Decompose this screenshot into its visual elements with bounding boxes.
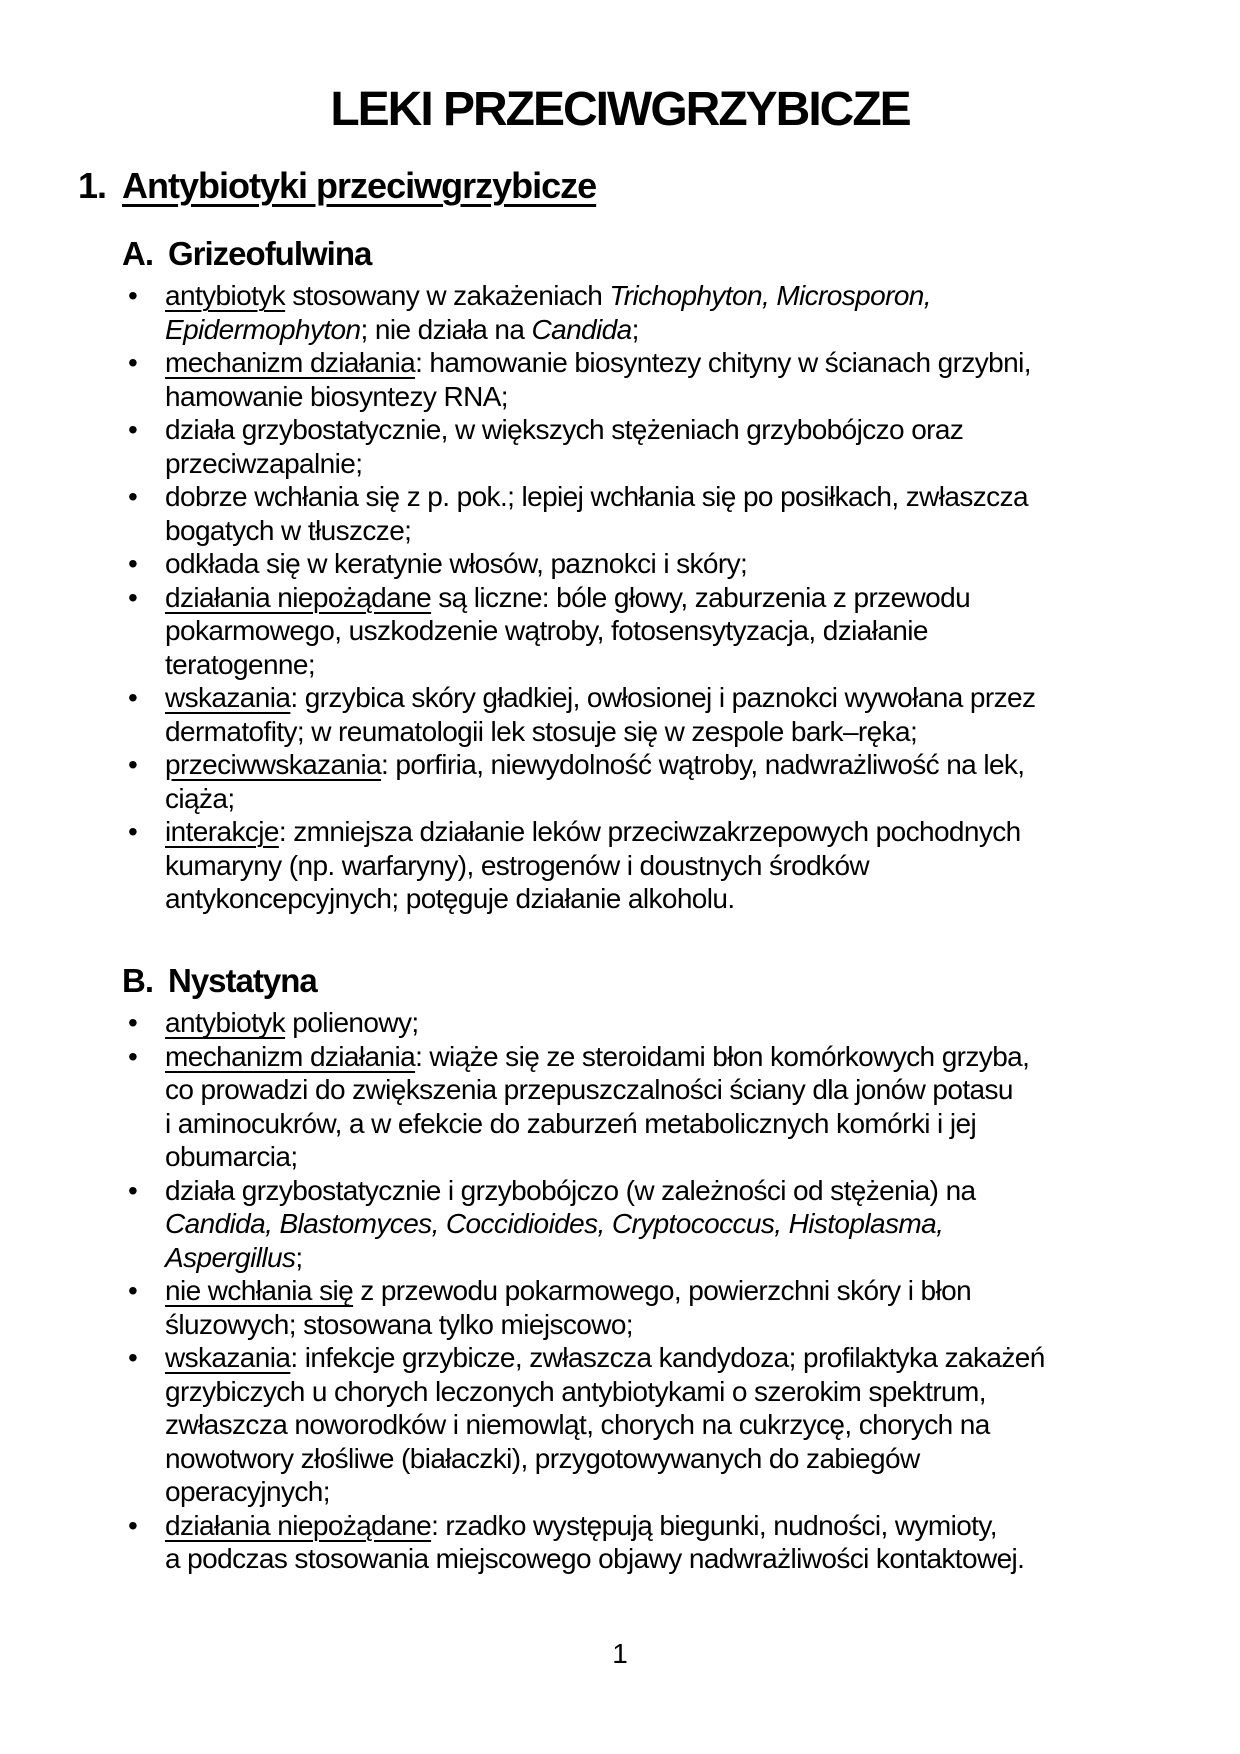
- bullet-text-segment: : porfiria, niewydolność wątroby, nadwrażliwość na lek,: [381, 749, 1025, 781]
- bullet-item: [0, 279, 1240, 346]
- bullet-icon: •: [128, 1275, 138, 1307]
- bullet-text-segment: : infekcje grzybicze, zwłaszcza kandydoza; profilaktyka zakażeń: [290, 1342, 1045, 1374]
- bullet-text-segment: polienowy;: [285, 1007, 419, 1039]
- bullet-item: [0, 346, 1240, 413]
- bullet-text-segment: dobrze wchłania się z p. pok.; lepiej wchłania się po posiłkach, zwłaszcza: [165, 481, 1028, 513]
- bullet-icon: •: [128, 749, 138, 781]
- bullet-text-segment: pokarmowego, uszkodzenie wątroby, fotosensytyzacja, działanie: [165, 615, 928, 647]
- subsection-letter: A.: [122, 234, 153, 272]
- bullet-icon: •: [128, 1174, 138, 1206]
- bullet-item: [0, 1274, 1240, 1341]
- bullet-icon: •: [128, 581, 138, 613]
- bullet-text-segment: Candida, Blastomyces, Coccidioides, Cryptococcus, Histoplasma,: [165, 1208, 944, 1240]
- bullet-text-segment: ; nie działa na: [360, 313, 532, 345]
- bullet-item: [0, 1040, 1240, 1174]
- bullet-icon: •: [128, 1040, 138, 1072]
- subsection-letter: B.: [122, 961, 153, 999]
- bullet-item: [0, 547, 1240, 581]
- bullet-text-segment: przeciwwskazania: [165, 749, 382, 781]
- page-number: 1: [612, 1638, 628, 1669]
- bullet-text-segment: teratogenne;: [165, 648, 316, 680]
- bullet-text-segment: dermatofity; w reumatologii lek stosuje się w zespole bark–ręka;: [165, 715, 918, 747]
- bullet-list-grizeofulwina: [0, 279, 1240, 916]
- bullet-text-segment: : hamowanie biosyntezy chityny w ścianach grzybni,: [415, 347, 1031, 379]
- document-title: LEKI PRZECIWGRZYBICZE: [330, 83, 910, 136]
- bullet-icon: •: [128, 481, 138, 513]
- subsection-name: Grizeofulwina: [168, 234, 372, 272]
- bullet-text-segment: wskazania: [165, 1342, 291, 1374]
- bullet-text-segment: ;: [631, 313, 639, 345]
- bullet-item: [0, 413, 1240, 480]
- bullet-item: [0, 1006, 1240, 1040]
- bullet-text-segment: nie wchłania się: [165, 1275, 354, 1307]
- bullet-text-segment: nowotwory złośliwe (białaczki), przygotowywanych do zabiegów: [165, 1442, 920, 1474]
- bullet-text-segment: : zmniejsza działanie leków przeciwzakrzepowych pochodnych: [278, 816, 1021, 848]
- bullet-text-segment: Aspergillus: [165, 1241, 296, 1273]
- bullet-text-segment: wskazania: [165, 682, 291, 714]
- bullet-text-segment: antybiotyk: [165, 1007, 286, 1039]
- bullet-text-segment: grzybiczych u chorych leczonych antybiotykami o szerokim spektrum,: [165, 1375, 986, 1407]
- section-title: Antybiotyki przeciwgrzybicze: [122, 164, 597, 206]
- bullet-icon: •: [128, 1509, 138, 1541]
- bullet-text-segment: co prowadzi do zwiększenia przepuszczalności ściany dla jonów potasu: [165, 1074, 1013, 1106]
- bullet-text-segment: z przewodu pokarmowego, powierzchni skóry i błon: [353, 1275, 972, 1307]
- bullet-icon: •: [128, 1007, 138, 1039]
- bullet-item: [0, 480, 1240, 547]
- bullet-text-segment: antybiotyk: [165, 280, 286, 312]
- bullet-icon: •: [128, 414, 138, 446]
- bullet-text-segment: są liczne: bóle głowy, zaburzenia z przewodu: [431, 581, 971, 613]
- bullet-text-segment: działania niepożądane: [165, 581, 432, 613]
- bullet-icon: •: [128, 682, 138, 714]
- bullet-text-segment: Candida: [531, 313, 632, 345]
- bullet-text-segment: ciąża;: [165, 782, 235, 814]
- bullet-text-segment: Trichophyton, Microsporon,: [609, 280, 931, 312]
- bullet-text-segment: hamowanie biosyntezy RNA;: [165, 380, 508, 412]
- bullet-text-segment: bogatych w tłuszcze;: [165, 514, 412, 546]
- bullet-list-nystatyna: [0, 1006, 1240, 1576]
- section-heading: [78, 164, 1240, 206]
- bullet-text-segment: mechanizm działania: [165, 1040, 416, 1072]
- bullet-text-segment: zwłaszcza noworodków i niemowląt, chorych na cukrzycę, chorych na: [165, 1409, 990, 1441]
- bullet-item: [0, 1509, 1240, 1576]
- bullet-icon: •: [128, 1342, 138, 1374]
- bullet-text-segment: odkłada się w keratynie włosów, paznokci i skóry;: [165, 548, 748, 580]
- subsection-heading-nystatyna: [122, 961, 1240, 999]
- bullet-item: [0, 581, 1240, 682]
- bullet-text-segment: mechanizm działania: [165, 347, 416, 379]
- bullet-text-segment: działania niepożądane: [165, 1509, 432, 1541]
- bullet-item: [0, 815, 1240, 916]
- bullet-text-segment: : grzybica skóry gładkiej, owłosionej i paznokci wywołana przez: [290, 682, 1036, 714]
- bullet-icon: •: [128, 280, 138, 312]
- bullet-text-segment: kumaryny (np. warfaryny), estrogenów i doustnych środków: [165, 849, 870, 881]
- bullet-text-segment: ;: [295, 1241, 303, 1273]
- bullet-text-segment: : wiąże się ze steroidami błon komórkowych grzyba,: [415, 1040, 1030, 1072]
- bullet-item: [0, 1341, 1240, 1509]
- bullet-item: [0, 1174, 1240, 1275]
- bullet-icon: •: [128, 816, 138, 848]
- bullet-text-segment: interakcje: [165, 816, 279, 848]
- subsection-name: Nystatyna: [168, 961, 317, 999]
- bullet-item: [0, 681, 1240, 748]
- bullet-text-segment: działa grzybostatycznie i grzybobójczo (w zależności od stężenia) na: [165, 1174, 976, 1206]
- bullet-icon: •: [128, 347, 138, 379]
- bullet-text-segment: obumarcia;: [165, 1141, 298, 1173]
- bullet-text-segment: antykoncepcyjnych; potęguje działanie alkoholu.: [165, 883, 735, 915]
- bullet-text-segment: a podczas stosowania miejscowego objawy nadwrażliwości kontaktowej.: [165, 1543, 1025, 1575]
- bullet-text-segment: przeciwzapalnie;: [165, 447, 363, 479]
- bullet-text-segment: operacyjnych;: [165, 1476, 330, 1508]
- bullet-text-segment: Epidermophyton: [165, 313, 361, 345]
- subsection-heading-grizeofulwina: [122, 234, 1240, 272]
- bullet-text-segment: : rzadko występują biegunki, nudności, wymioty,: [431, 1509, 997, 1541]
- bullet-text-segment: i aminocukrów, a w efekcie do zaburzeń metabolicznych komórki i jej: [165, 1107, 977, 1139]
- bullet-text-segment: działa grzybostatycznie, w większych stężeniach grzybobójczo oraz: [165, 414, 964, 446]
- bullet-icon: •: [128, 548, 138, 580]
- bullet-text-segment: stosowany w zakażeniach: [285, 280, 610, 312]
- bullet-text-segment: śluzowych; stosowana tylko miejscowo;: [165, 1308, 633, 1340]
- section-number: 1.: [78, 164, 107, 206]
- bullet-item: [0, 748, 1240, 815]
